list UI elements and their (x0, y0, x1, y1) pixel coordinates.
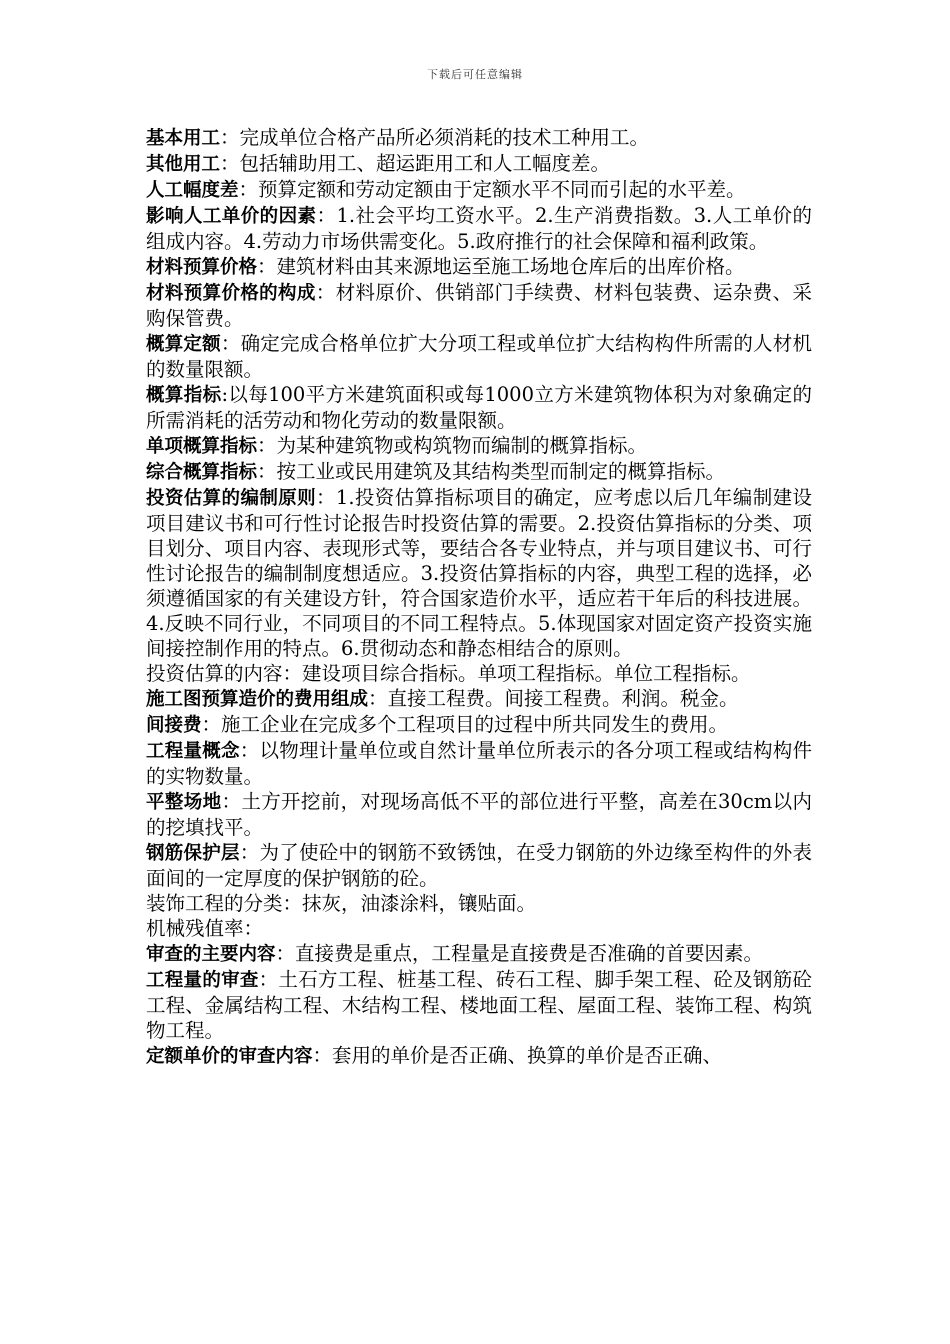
entry-separator: ： (316, 204, 337, 227)
entry-separator: ： (239, 841, 260, 864)
definition-entry (146, 331, 812, 382)
entry-separator: ： (257, 460, 277, 483)
entry-term: 平整场地 (146, 792, 222, 813)
entry-definition: 土方开挖前，对现场高低不平的部位进行平整，高差在30cm以内的挖填找平。 (146, 790, 812, 839)
entry-definition: 包括辅助用工、超运距用工和人工幅度差。 (239, 152, 611, 175)
definition-entry (146, 967, 812, 1043)
entry-definition: 确定完成合格单位扩大分项工程或单位扩大结构构件所需的人材机的数量限额。 (146, 332, 812, 381)
entry-term: 装饰工程的分类 (146, 892, 283, 915)
definition-entry (146, 916, 812, 941)
entry-definition: 抹灰，油漆涂料，镶贴面。 (302, 892, 537, 915)
entry-term: 投资估算的内容 (146, 662, 283, 685)
entry-term: 单项概算指标 (146, 436, 258, 457)
entry-separator: : (221, 383, 229, 406)
definition-entry (146, 738, 812, 789)
entry-term: 概算定额 (146, 334, 221, 355)
entry-term: 钢筋保护层 (146, 843, 240, 864)
entry-definition: 1.投资估算指标项目的确定，应考虑以后几年编制建设项目建议书和可行性讨论报告时投资估算的需要。2.投资估算指标的分类、项目划分、项目内容、表现形式等，要结合各专业特点，并与项目建议书、可行性讨论报告的编制制度想适应。3.投资估算指标的内容，典型工程的选择，必须遵循国家的有关建设方针，符合国家造价水平，适应若干年后的科技进展。4.反映不同行业，不同项目的不同工程特点。5.体现国家对固定资产投资实施间接控制作用的特点。6.贯彻动态和静态相结合的原则。 (146, 486, 812, 660)
entry-separator: ： (220, 332, 241, 355)
definition-entry (146, 151, 812, 177)
entry-term: 间接费 (146, 715, 202, 736)
entry-definition: 施工企业在完成多个工程项目的过程中所共同发生的费用。 (221, 713, 729, 736)
entry-separator: ： (282, 892, 303, 915)
entry-term: 定额单价的审查内容 (146, 1046, 313, 1067)
entry-term: 材料预算价格的构成 (146, 283, 316, 304)
entry-term: 工程量的审查 (146, 970, 259, 991)
entry-separator: ： (315, 281, 336, 304)
entry-definition: 建筑材料由其来源地运至施工场地仓库后的出库价格。 (276, 255, 745, 278)
entry-definition: 1.社会平均工资水平。2.生产消费指数。3.人工单价的组成内容。4.劳动力市场供需变化。5.政府推行的社会保障和福利政策。 (146, 204, 812, 253)
entry-term: 投资估算的编制原则 (146, 488, 317, 509)
entry-definition: 套用的单价是否正确、换算的单价是否正确、 (332, 1044, 723, 1067)
entry-term: 综合概算指标 (146, 462, 258, 483)
definition-entry (146, 840, 812, 891)
definition-entry (146, 686, 812, 712)
entry-separator: ： (258, 968, 279, 991)
entry-term: 机械残值率 (146, 917, 244, 940)
definition-entry (146, 203, 812, 254)
definition-entry (146, 177, 812, 203)
entry-separator: ： (220, 126, 240, 149)
definition-entry (146, 459, 812, 485)
entry-separator: ： (239, 739, 260, 762)
entry-separator: ： (238, 178, 259, 201)
definition-entry (146, 254, 812, 280)
entry-definition: 土石方工程、桩基工程、砖石工程、脚手架工程、砼及钢筋砼工程、金属结构工程、木结构工程、楼地面工程、屋面工程、装饰工程、构筑物工程。 (146, 968, 812, 1042)
entry-separator: ： (312, 1044, 333, 1067)
entry-separator: ： (257, 434, 277, 457)
entry-definition: 以物理计量单位或自然计量单位所表示的各分项工程或结构构件的实物数量。 (146, 739, 812, 788)
entry-term: 审查的主要内容 (146, 944, 276, 965)
entry-separator: ： (282, 662, 303, 685)
document-body (146, 125, 812, 1069)
entry-separator: ： (368, 687, 388, 710)
definition-entry (146, 941, 812, 967)
definition-entry (146, 1043, 812, 1069)
entry-separator: ： (257, 255, 277, 278)
entry-definition: 预算定额和劳动定额由于定额水平不同而引起的水平差。 (258, 178, 746, 201)
entry-definition: 以每100平方米建筑面积或每1000立方米建筑物体积为对象确定的所需消耗的活劳动和物化劳动的数量限额。 (146, 383, 812, 432)
entry-term: 工程量概念 (146, 741, 240, 762)
definition-entry (146, 485, 812, 661)
definition-entry (146, 891, 812, 916)
entry-term: 施工图预算造价的费用组成 (146, 689, 369, 710)
entry-separator: ： (243, 917, 264, 940)
definition-entry (146, 712, 812, 738)
definition-entry (146, 433, 812, 459)
definition-entry (146, 789, 812, 840)
entry-definition: 完成单位合格产品所必须消耗的技术工种用工。 (239, 126, 650, 149)
entry-term: 材料预算价格 (146, 257, 258, 278)
definition-entry (146, 382, 812, 433)
entry-definition: 建设项目综合指标。单项工程指标。单位工程指标。 (302, 662, 751, 685)
page-header: 下载后可任意编辑 (427, 68, 523, 81)
entry-term: 影响人工单价的因素 (146, 206, 317, 227)
entry-definition: 为了使砼中的钢筋不致锈蚀，在受力钢筋的外边缘至构件的外表面间的一定厚度的保护钢筋的砼。 (146, 841, 812, 890)
entry-term: 人工幅度差 (146, 180, 239, 201)
entry-separator: ： (221, 790, 242, 813)
definition-entry (146, 280, 812, 331)
entry-separator: ： (275, 942, 296, 965)
entry-definition: 为某种建筑物或构筑物而编制的概算指标。 (276, 434, 648, 457)
entry-term: 概算指标 (146, 385, 222, 406)
entry-separator: ： (220, 152, 240, 175)
entry-term: 基本用工 (146, 128, 221, 149)
entry-definition: 直接费是重点，工程量是直接费是否准确的首要因素。 (295, 942, 764, 965)
entry-definition: 按工业或民用建筑及其结构类型而制定的概算指标。 (276, 460, 726, 483)
definition-entry (146, 125, 812, 151)
definition-entry (146, 661, 812, 686)
entry-term: 其他用工 (146, 154, 221, 175)
entry-definition: 直接工程费。间接工程费。利润。税金。 (387, 687, 739, 710)
entry-definition: 材料原价、供销部门手续费、材料包装费、运杂费、采购保管费。 (146, 281, 812, 330)
entry-separator: ： (201, 713, 222, 736)
entry-separator: ： (316, 486, 336, 509)
